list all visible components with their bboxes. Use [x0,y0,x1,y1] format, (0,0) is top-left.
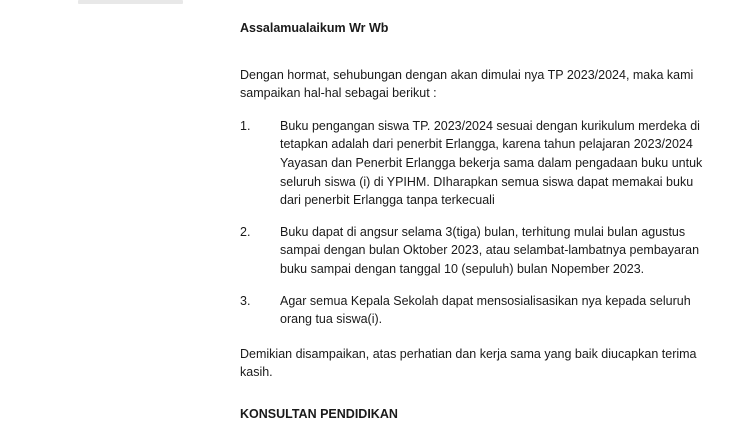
list-item [240,117,710,210]
intro-paragraph: Dengan hormat, sehubungan dengan akan dimulai nya TP 2023/2024, maka kami sampaikan hal-hal sebagai berikut : [240,67,694,101]
list-item-text: Buku pengangan siswa TP. 2023/2024 sesuai dengan kurikulum merdeka di tetapkan adalah dari penerbit Erlangga, karena tahun pelajaran 2023/2024 Yayasan dan Penerbit Erlangga bekerja sama dalam pengadaan buku untuk seluruh siswa (i) di YPIHM. DIharapkan semua siswa dapat memakai buku dari penerbit Erlangga tanpa terkecuali [280,118,703,208]
list-item-number: 1. [240,118,251,133]
item-list [240,117,710,329]
list-item-number: 2. [240,224,251,239]
list-item-text: Agar semua Kepala Sekolah dapat mensosialisasikan nya kepada seluruh orang tua siswa(i). [280,293,691,327]
list-item [240,292,710,329]
top-header-remnant [78,0,183,4]
list-item-text: Buku dapat di angsur selama 3(tiga) bulan, terhitung mulai bulan agustus sampai dengan bulan Oktober 2023, atau selambat-lambatnya pembayaran buku sampai dengan tanggal 10 (sepuluh) bulan Nopember 2023. [280,224,700,276]
list-item [240,223,710,279]
greeting: Assalamualaikum Wr Wb [240,21,389,35]
list-item-number: 3. [240,293,251,308]
signature-title: KONSULTAN PENDIDIKAN [240,406,398,421]
letter-body [240,19,710,424]
closing-paragraph: Demikian disampaikan, atas perhatian dan kerja sama yang baik diucapkan terima kasih. [240,346,697,380]
